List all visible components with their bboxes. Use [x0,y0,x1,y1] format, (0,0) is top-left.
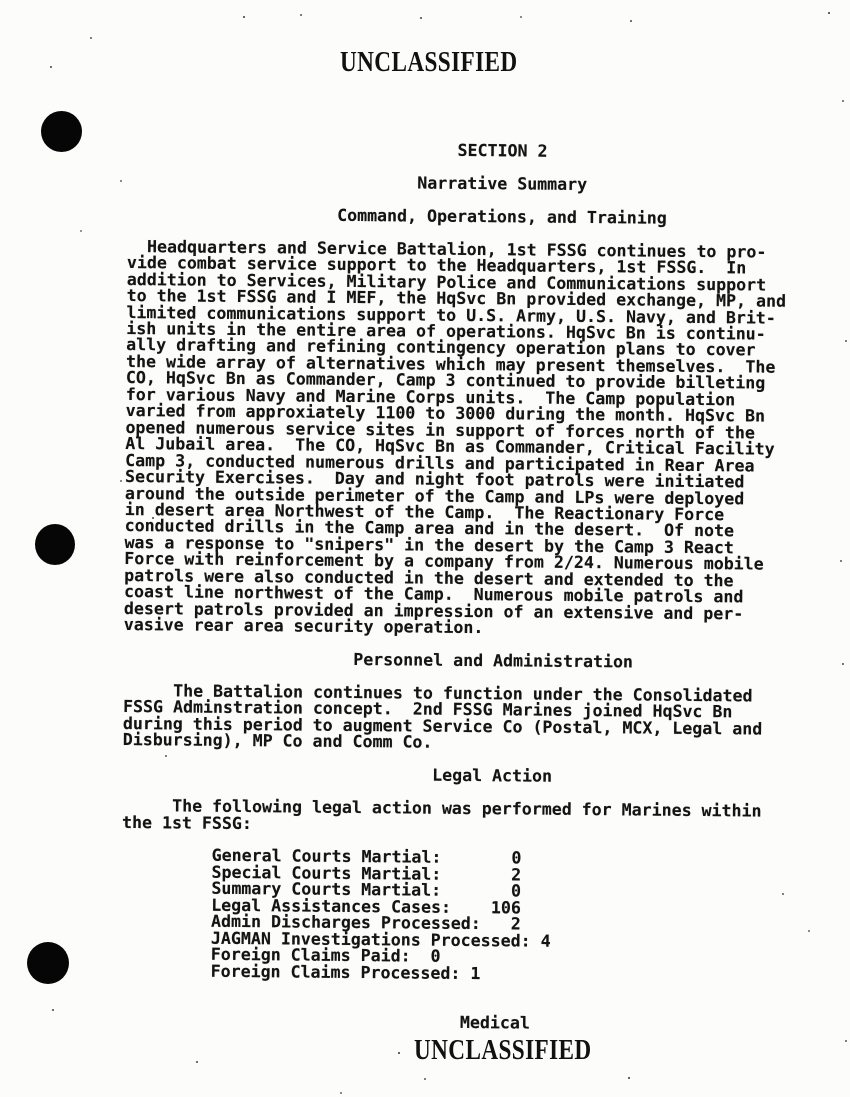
scan-noise-specks [243,16,245,18]
hole-punch-mark-bottom [27,942,69,984]
classification-footer: UNCLASSIFIED [414,1034,592,1066]
hole-punch-mark-middle [35,524,75,565]
typed-content: SECTION 2 Narrative Summary Command, Operations, and Training Headquarters and Service Battalion, 1st FSSG continues to pro- vide combat service support to the Headquarters, 1st FSSG. In addition to Services, Military Police and Communications support to the 1st FSSG and I MEF, the HqSvc Bn provided exchange, MP, and limited communications support to U.S. Army, U.S. Navy, and Brit- ish units in the entire area of operations. HqSvc Bn is continu- ally drafting and refining contingency operation plans to cover the wide array of alternatives which may present themselves. The CO, HqSvc Bn as Commander, Camp 3 continued to provide billeting for various Navy and Marine Corps units. The Camp population varied from approxiately 1100 to 3000 during the month. HqSvc Bn opened numerous service sites in support of forces north of the Al Jubail area. The CO, HqSvc Bn as Commander, Critical Facility Camp 3, conducted numerous drills and participated in Rear Area Security Exercises. Day and night foot patrols were initiated around the outside perimeter of the Camp and LPs were deployed in desert area Northwest of the Camp. The Reactionary Force conducted drills in the Camp area and in the desert. Of note was a response to "snipers" in the desert by the Camp 3 React Force with reinforcement by a company from 2/24. Numerous mobile patrols were also conducted in the desert and extended to the coast line northwest of the Camp. Numerous mobile patrols and desert patrols provided an impression of an extensive and per- vasive rear area security operation. Personnel and Administration The Battalion continues to function under the Consolidated FSSG Adminstration concept. 2nd FSSG Marines joined HqSvc Bn during this period to augment Service Co (Postal, MCX, Legal and Disbursing), MP Co and Comm Co. Legal Action The following legal action was performed for Marines within the 1st FSSG: General Courts Martial: 0 Special Courts Martial: 2 Summary Courts Martial: 0 Legal Assistances Cases: 106 Admin Discharges Processed: 2 JAGMAN Investigations Processed: 4 Foreign Claims Paid: 0 Foreign Claims Processed: 1 Medical [120,138,787,1033]
hole-punch-mark-top [41,111,82,152]
classification-header: UNCLASSIFIED [340,46,518,78]
